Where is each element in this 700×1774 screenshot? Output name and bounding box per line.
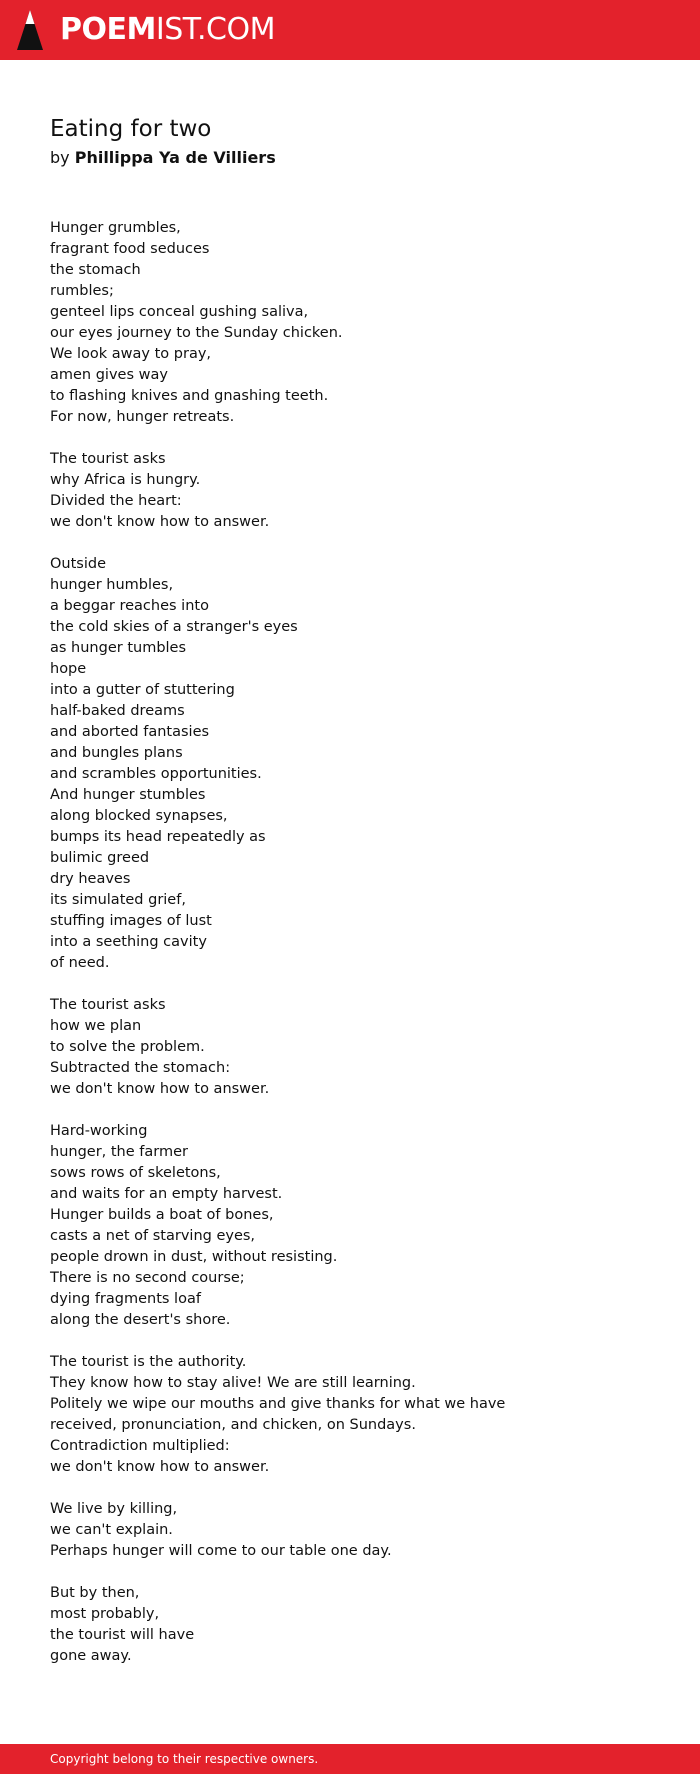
poem-line: and bungles plans xyxy=(50,745,183,761)
poem-line: Subtracted the stomach: xyxy=(50,1060,231,1076)
poem-line: Hard-working xyxy=(50,1123,148,1139)
poem-author[interactable]: Phillippa Ya de Villiers xyxy=(74,148,276,167)
poem-line: Contradiction multiplied: xyxy=(50,1438,230,1454)
poem-stanza xyxy=(50,995,670,1100)
poem-line: why Africa is hungry. xyxy=(50,472,201,488)
poem-line: There is no second course; xyxy=(50,1270,245,1286)
poem-line: and waits for an empty harvest. xyxy=(50,1186,283,1202)
poem-line: we don't know how to answer. xyxy=(50,1459,270,1475)
poem-line: and scrambles opportunities. xyxy=(50,766,262,782)
poem-stanza xyxy=(50,218,670,428)
poem-line: dry heaves xyxy=(50,871,131,887)
poem-line: For now, hunger retreats. xyxy=(50,409,235,425)
poem-line: bulimic greed xyxy=(50,850,150,866)
logo-light-text: IST.COM xyxy=(155,12,275,47)
poem-line: the tourist will have xyxy=(50,1627,195,1643)
poem-line: received, pronunciation, and chicken, on Sundays. xyxy=(50,1417,416,1433)
poem-stanza xyxy=(50,1583,670,1667)
poem-line: Divided the heart: xyxy=(50,493,182,509)
poem-line: we can't explain. xyxy=(50,1522,173,1538)
poem-line: into a seething cavity xyxy=(50,934,207,950)
poem-line: But by then, xyxy=(50,1585,140,1601)
poem-stanza xyxy=(50,449,670,533)
poem-line: The tourist asks xyxy=(50,451,166,467)
poem-line: They know how to stay alive! We are still learning. xyxy=(50,1375,416,1391)
poem-line: The tourist is the authority. xyxy=(50,1354,247,1370)
poem-line: half-baked dreams xyxy=(50,703,185,719)
poem-line: hope xyxy=(50,661,87,677)
poem-line: the stomach xyxy=(50,262,141,278)
poem-line: along blocked synapses, xyxy=(50,808,228,824)
poem-line: our eyes journey to the Sunday chicken. xyxy=(50,325,343,341)
poem-line: and aborted fantasies xyxy=(50,724,210,740)
byline-label: by xyxy=(50,148,70,167)
poem-line: we don't know how to answer. xyxy=(50,1081,270,1097)
poem-line: people drown in dust, without resisting. xyxy=(50,1249,338,1265)
poem-line: hunger, the farmer xyxy=(50,1144,188,1160)
poem-line: We look away to pray, xyxy=(50,346,212,362)
poem-line: most probably, xyxy=(50,1606,160,1622)
poem-line: And hunger stumbles xyxy=(50,787,206,803)
poem-line: Hunger builds a boat of bones, xyxy=(50,1207,274,1223)
poem-line: the cold skies of a stranger's eyes xyxy=(50,619,298,635)
poem-stanza xyxy=(50,1352,670,1478)
poem-stanza xyxy=(50,1121,670,1331)
poem-line: a beggar reaches into xyxy=(50,598,209,614)
poem-line: hunger humbles, xyxy=(50,577,174,593)
site-header xyxy=(0,0,700,60)
poem-line: dying fragments loaf xyxy=(50,1291,201,1307)
poem-line: into a gutter of stuttering xyxy=(50,682,235,698)
poem-line: how we plan xyxy=(50,1018,142,1034)
logo-bold-text: POEM xyxy=(60,12,156,47)
poem-line: to flashing knives and gnashing teeth. xyxy=(50,388,329,404)
poem-line: of need. xyxy=(50,955,110,971)
poem-byline xyxy=(50,146,276,170)
poem-line: The tourist asks xyxy=(50,997,166,1013)
poem-line: Outside xyxy=(50,556,106,572)
poem-line: to solve the problem. xyxy=(50,1039,205,1055)
poem-line: casts a net of starving eyes, xyxy=(50,1228,256,1244)
poem-line: bumps its head repeatedly as xyxy=(50,829,266,845)
poem-line: its simulated grief, xyxy=(50,892,186,908)
pencil-tip-icon[interactable] xyxy=(16,9,44,51)
poem-line: Hunger grumbles, xyxy=(50,220,181,236)
poem-line: we don't know how to answer. xyxy=(50,514,270,530)
poem-line: fragrant food seduces xyxy=(50,241,210,257)
poem-line: rumbles; xyxy=(50,283,114,299)
poem-line: We live by killing, xyxy=(50,1501,178,1517)
poem-body xyxy=(50,218,670,1688)
poem-line: as hunger tumbles xyxy=(50,640,187,656)
poem-line: Perhaps hunger will come to our table one day. xyxy=(50,1543,392,1559)
poem-line: stuffing images of lust xyxy=(50,913,212,929)
poem-title: Eating for two xyxy=(50,116,212,142)
site-logo[interactable] xyxy=(60,10,275,50)
poem-line: along the desert's shore. xyxy=(50,1312,231,1328)
footer-copyright: Copyright belong to their respective owners. xyxy=(50,1752,319,1766)
poem-line: genteel lips conceal gushing saliva, xyxy=(50,304,309,320)
poem-stanza xyxy=(50,1499,670,1562)
poem-line: sows rows of skeletons, xyxy=(50,1165,221,1181)
poem-stanza xyxy=(50,554,670,974)
site-footer xyxy=(0,1744,700,1774)
poem-line: Politely we wipe our mouths and give thanks for what we have xyxy=(50,1396,506,1412)
poem-line: amen gives way xyxy=(50,367,168,383)
poem-line: gone away. xyxy=(50,1648,132,1664)
